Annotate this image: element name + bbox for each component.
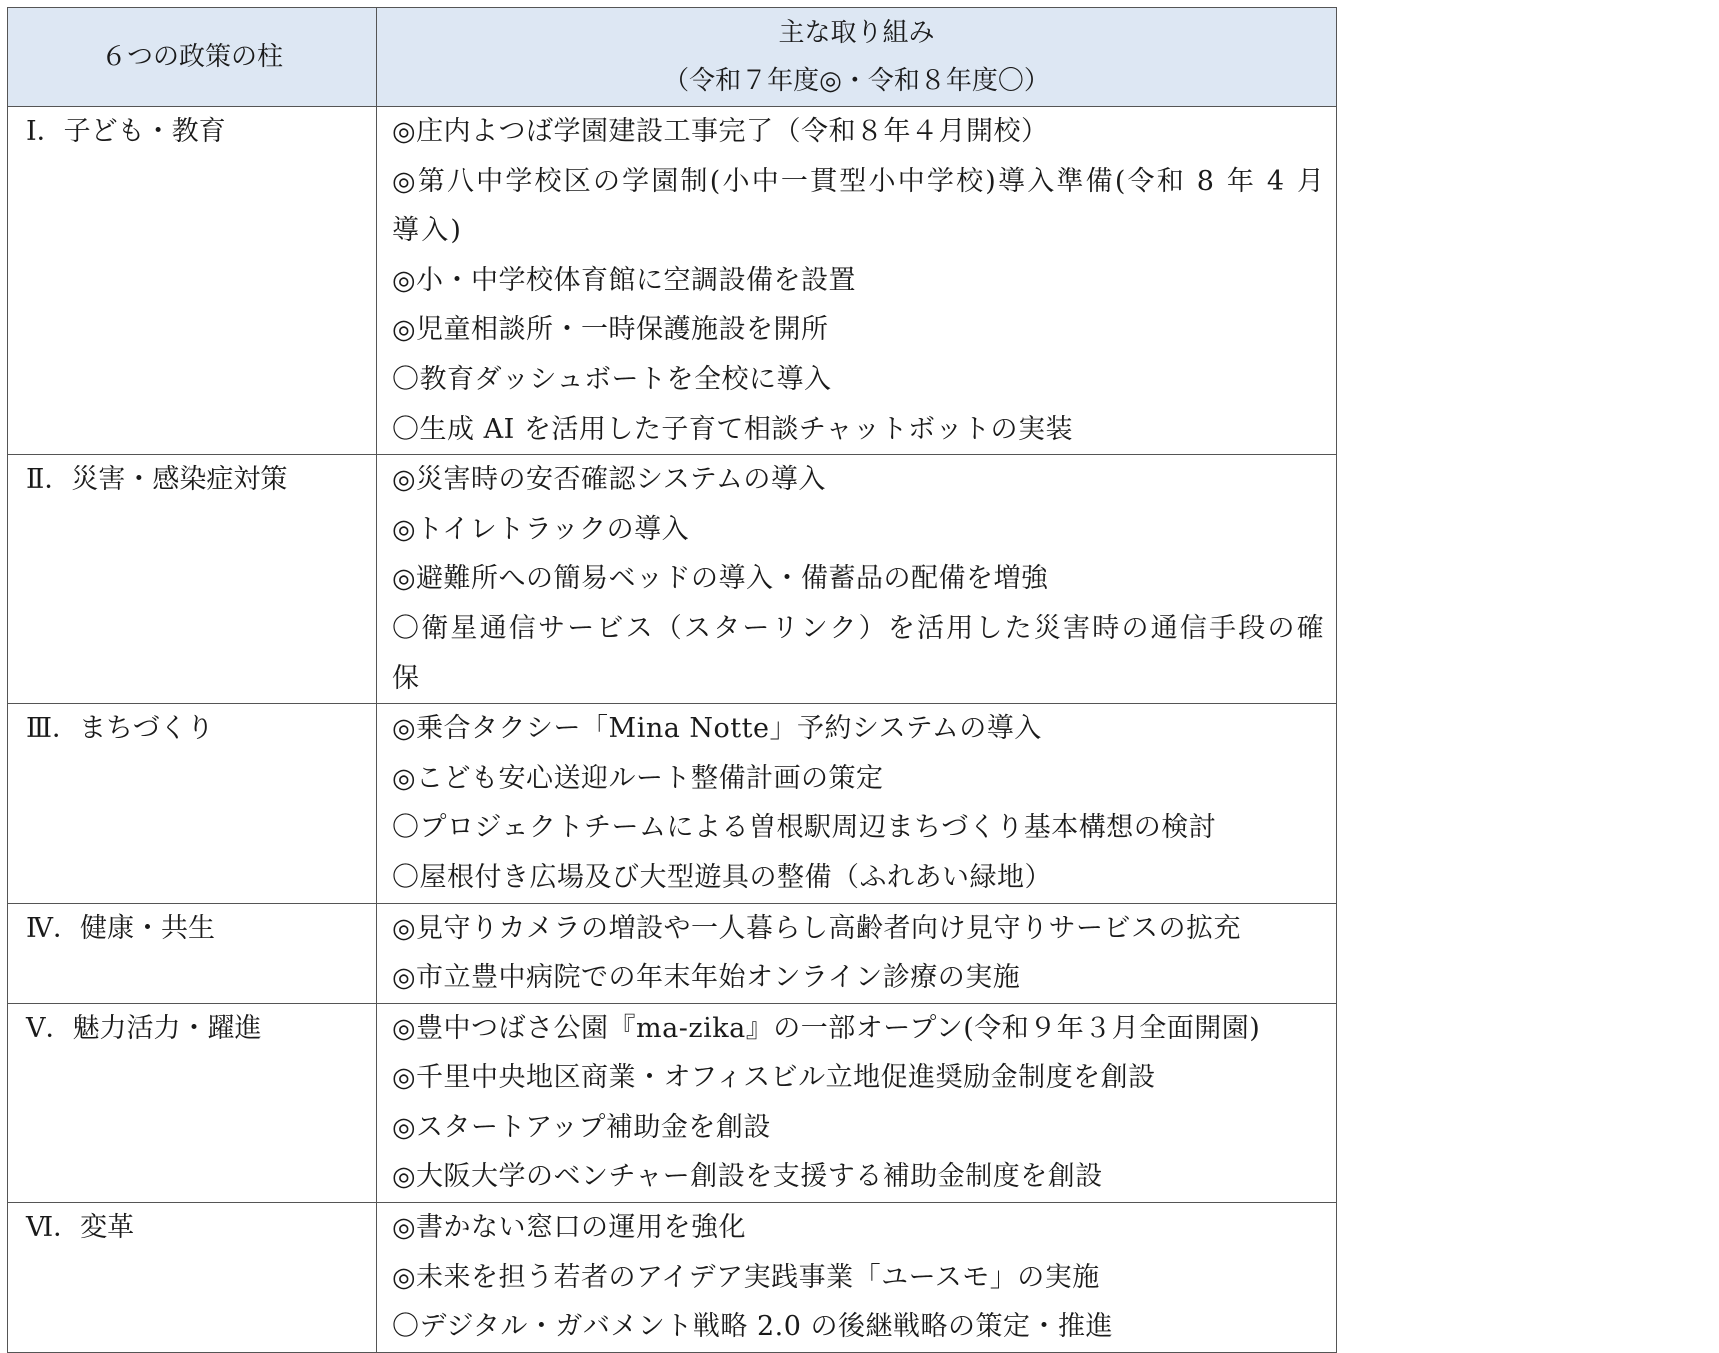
initiative-item: 〇教育ダッシュボートを全校に導入 — [392, 363, 832, 395]
initiatives-cell — [377, 903, 1337, 1003]
initiative-item: ◎災害時の安否確認システムの導入 — [392, 464, 826, 496]
header-row — [8, 8, 1337, 107]
initiative-item: 〇生成 AI を活用した子育て相談チャットボットの実装 — [392, 413, 1074, 445]
table-header — [8, 8, 1337, 107]
header-initiatives-title: 主な取り組み — [778, 18, 935, 48]
header-initiatives-legend: （令和７年度◎・令和８年度〇） — [663, 66, 1050, 96]
pillar-cell — [8, 903, 377, 1003]
initiative-item: ◎書かない窓口の運用を強化 — [392, 1212, 747, 1244]
initiative-item: 〇衛星通信サービス（スターリンク）を活用した災害時の通信手段の確保 — [392, 612, 1326, 694]
initiative-item: ◎未来を担う若者のアイデア実践事業「ユースモ」の実施 — [392, 1261, 1100, 1293]
initiatives-cell — [377, 107, 1337, 455]
initiative-item: ◎市立豊中病院での年末年始オンライン診療の実施 — [392, 962, 1021, 994]
pillar-label: Ⅴ．魅力活力・躍進 — [26, 1012, 262, 1044]
table-row — [8, 1003, 1337, 1202]
initiative-item: ◎スタートアップ補助金を創設 — [392, 1111, 771, 1143]
table-body — [8, 107, 1337, 1353]
initiative-item: ◎庄内よつば学園建設工事完了（令和８年４月開校） — [392, 116, 1049, 147]
pillar-label: Ⅲ．まちづくり — [26, 713, 214, 745]
policy-table — [7, 7, 1337, 1353]
pillar-label: Ⅱ．災害・感染症対策 — [26, 464, 288, 496]
table-row — [8, 704, 1337, 903]
header-initiatives — [377, 8, 1337, 107]
initiative-item: ◎第八中学校区の学園制(小中一貫型小中学校)導入準備(令和 8 年 4 月導入) — [392, 165, 1327, 247]
header-pillars-label: ６つの政策の柱 — [100, 42, 283, 72]
table-row — [8, 1203, 1337, 1353]
initiative-item: ◎こども安心送迎ルート整備計画の策定 — [392, 762, 884, 794]
pillar-label: Ⅳ．健康・共生 — [26, 912, 215, 944]
pillar-cell — [8, 1203, 377, 1353]
initiatives-cell — [377, 704, 1337, 903]
initiative-item: ◎トイレトラックの導入 — [392, 513, 690, 545]
initiative-item: ◎千里中央地区商業・オフィスビル立地促進奨励金制度を創設 — [392, 1062, 1156, 1094]
initiative-item: ◎児童相談所・一時保護施設を開所 — [392, 314, 829, 346]
header-pillars — [8, 8, 377, 107]
initiatives-cell — [377, 455, 1337, 704]
initiative-item: ◎見守りカメラの増設や一人暮らし高齢者向け見守りサービスの拡充 — [392, 912, 1242, 944]
initiative-item: ◎避難所への簡易ベッドの導入・備蓄品の配備を増強 — [392, 563, 1049, 595]
pillar-cell — [8, 455, 377, 704]
table-row — [8, 455, 1337, 704]
initiative-item: 〇屋根付き広場及び大型遊具の整備（ふれあい緑地） — [392, 861, 1052, 893]
initiative-item: 〇デジタル・ガバメント戦略 2.0 の後継戦略の策定・推進 — [392, 1311, 1113, 1343]
pillar-label: Ⅵ．変革 — [26, 1212, 135, 1244]
table-row — [8, 107, 1337, 455]
initiatives-cell — [377, 1003, 1337, 1202]
initiative-item: 〇プロジェクトチームによる曽根駅周辺まちづくり基本構想の検討 — [392, 812, 1217, 844]
initiative-item: ◎乗合タクシー「Mina Notte」予約システムの導入 — [392, 713, 1042, 745]
initiative-item: ◎大阪大学のベンチャー創設を支援する補助金制度を創設 — [392, 1161, 1103, 1193]
pillar-label: Ⅰ．子ども・教育 — [26, 116, 226, 147]
pillar-cell — [8, 107, 377, 455]
initiatives-cell — [377, 1203, 1337, 1353]
initiative-item: ◎豊中つばさ公園『ma-zika』の一部オープン(令和９年３月全面開園) — [392, 1012, 1261, 1044]
pillar-cell — [8, 704, 377, 903]
initiative-item: ◎小・中学校体育館に空調設備を設置 — [392, 264, 857, 296]
pillar-cell — [8, 1003, 377, 1202]
table-row — [8, 903, 1337, 1003]
